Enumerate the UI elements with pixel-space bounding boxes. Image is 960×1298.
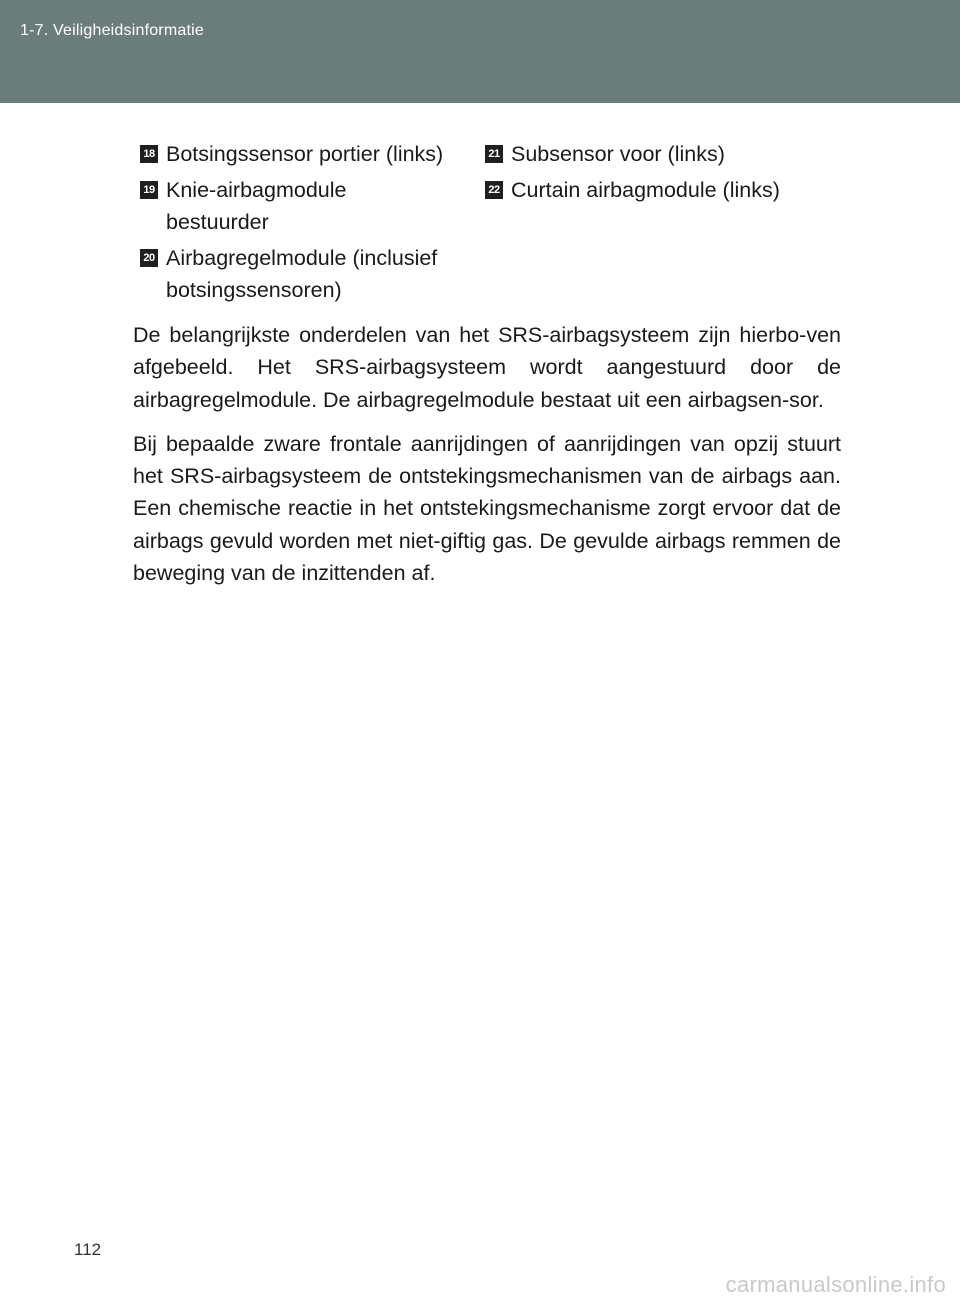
number-badge-icon: 22: [485, 181, 503, 199]
legend-item: [140, 242, 480, 306]
number-badge-icon: 20: [140, 249, 158, 267]
number-badge-icon: 21: [485, 145, 503, 163]
section-title: 1-7. Veiligheidsinformatie: [20, 22, 204, 39]
legend-item-text: Subsensor voor (links): [511, 142, 725, 166]
number-badge-icon: 18: [140, 145, 158, 163]
watermark: carmanualsonline.info: [725, 1272, 946, 1297]
page-number: 112: [74, 1240, 102, 1259]
legend-item-text: Knie-airbagmodule bestuurder: [166, 178, 347, 234]
legend-item-text: Curtain airbagmodule (links): [511, 178, 780, 202]
legend-item-text: Botsingssensor portier (links): [166, 142, 444, 166]
legend-item: [140, 138, 480, 170]
section-header-band: [0, 0, 960, 103]
number-badge-icon: 19: [140, 181, 158, 199]
paragraph: De belangrijkste onderdelen van het SRS-airbagsysteem zijn hierbo-ven afgebeeld. Het SRS-airbagsysteem wordt aangestuurd door de airbagregelmodule. De airbagregelmodule bestaat uit een airbagsen-sor.: [133, 323, 841, 412]
legend-column-right: [485, 138, 825, 210]
body-text: [133, 319, 841, 601]
legend-column-left: [140, 138, 480, 310]
paragraph: Bij bepaalde zware frontale aanrijdingen of aanrijdingen van opzij stuurt het SRS-airbagsysteem de ontstekingsmechanismen van de airbags aan. Een chemische reactie in het ontstekingsmechanisme zorgt ervoor dat de airbags gevuld worden met niet-giftig gas. De gevulde airbags remmen de beweging van de inzittenden af.: [133, 431, 841, 586]
legend-item: [485, 138, 825, 170]
legend-item: [140, 174, 480, 238]
legend-item-text: Airbagregelmodule (inclusief botsingssensoren): [166, 246, 438, 302]
legend-item: [485, 174, 825, 206]
